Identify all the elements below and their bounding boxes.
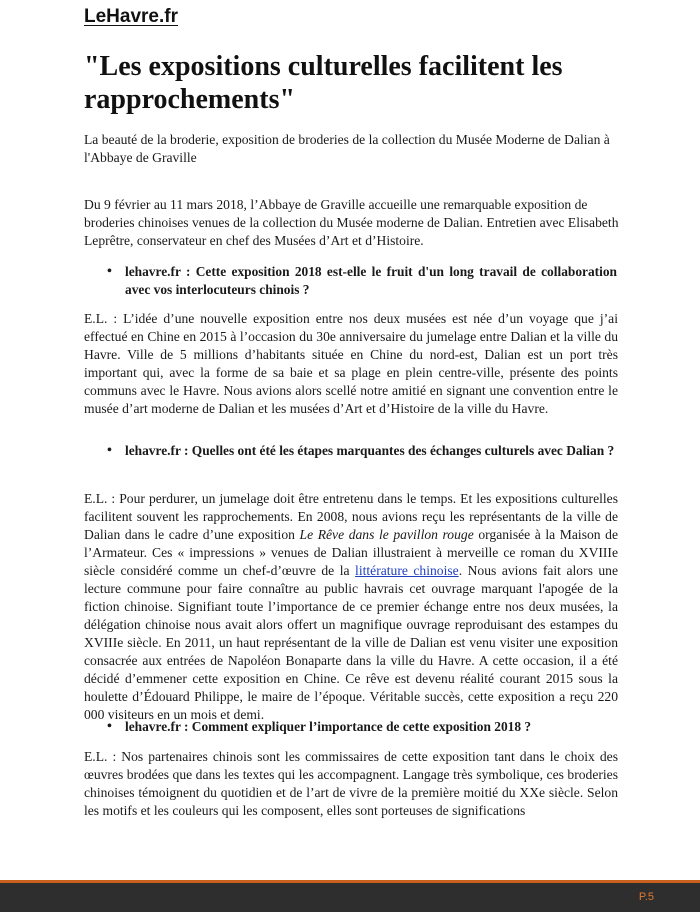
page-number: P.5 bbox=[638, 891, 654, 903]
answer-2-part-2: organisée à la Maison de l’Armateur. Ces « impressions » venues de Dalian illustraient à merveille ce roman du XVIIIe siècle considéré comme un chef-d’œuvre de la bbox=[84, 527, 618, 578]
question-3 bbox=[107, 718, 617, 736]
chinese-literature-link[interactable]: littérature chinoise bbox=[355, 563, 459, 578]
bullet-icon: • bbox=[107, 443, 112, 458]
footer-accent-line bbox=[0, 880, 700, 883]
answer-2-part-1: E.L. : Pour perdurer, un jumelage doit être entretenu dans le temps. Et les expositions culturelles facilitent souvent les rapprochements. En 2008, nous avions reçu les représentants de la ville de Dalian dans le cadre d’une exposition bbox=[84, 491, 618, 542]
question-1-text: lehavre.fr : Cette exposition 2018 est-elle le fruit d'un long travail de collaboration avec vos interlocuteurs chinois ? bbox=[125, 264, 617, 297]
question-1 bbox=[107, 263, 617, 299]
answer-2-part-3: . Nous avions fait alors une lecture commune pour faire connaître au public havrais cet ouvrage marquant l'apogée de la fiction chinoise. Signifiant toute l’importance de ce premier échange entre nos deux musées, la délégation chinoise nous avait alors offert un magnifique ouvrage reproduisant des estampes du XVIIIe siècle. En 2011, un haut représentant de la ville de Dalian est venu visiter une exposition consacrée aux entrées de Napoléon Bonaparte dans la ville du Havre. A cette occasion, il a été décidé d’emmener cette exposition en Chine. Ce rêve est devenu réalité courant 2015 sous la houlette d’Édouard Philippe, le maire de l’époque. Véritable succès, cette exposition a reçu 220 000 visiteurs en un mois et demi. bbox=[84, 563, 618, 722]
question-3-text: lehavre.fr : Comment expliquer l’importance de cette exposition 2018 ? bbox=[125, 719, 532, 734]
article-title: "Les expositions culturelles facilitent les rapprochements" bbox=[84, 51, 563, 115]
article-subtitle: La beauté de la broderie, exposition de broderies de la collection du Musée Moderne de Dalian à l'Abbaye de Graville bbox=[84, 132, 610, 165]
bullet-icon: • bbox=[107, 264, 112, 279]
book-title: Le Rêve dans le pavillon rouge bbox=[299, 527, 474, 542]
page-footer bbox=[0, 880, 700, 912]
article-intro: Du 9 février au 11 mars 2018, l’Abbaye de Graville accueille une remarquable exposition de broderies chinoises venues de la collection du Musée moderne de Dalian. Entretien avec Elisabeth Leprêtre, conservateur en chef des Musées d’Art et d’Histoire. bbox=[84, 197, 619, 248]
answer-2 bbox=[84, 490, 618, 724]
bullet-icon: • bbox=[107, 719, 112, 734]
site-name: LeHavre.fr bbox=[84, 6, 178, 27]
question-2-text: lehavre.fr : Quelles ont été les étapes marquantes des échanges culturels avec Dalian ? bbox=[125, 443, 615, 458]
question-2 bbox=[107, 442, 617, 460]
answer-1: E.L. : L’idée d’une nouvelle exposition entre nos deux musées est née d’un voyage que j’ai effectué en Chine en 2015 à l’occasion du 30e anniversaire du jumelage entre Dalian et la ville du Havre. Ville de 5 millions d’habitants située en Chine du nord-est, Dalian est un port très important qui, avec la forme de sa baie et sa plage en plein centre-ville, présente des points communs avec le Havre. Nous avions alors scellé notre amitié en signant une convention entre le musée d’art moderne de Dalian et les musées d’Art et d’Histoire de la ville du Havre. bbox=[84, 311, 618, 416]
answer-3: E.L. : Nos partenaires chinois sont les commissaires de cette exposition tant dans le choix des œuvres brodées que dans les textes qui les accompagnent. Langage très symbolique, ces broderies chinoises témoignent du quotidien et de l’art de vivre de la première moitié du XXe siècle. Selon les motifs et les couleurs qui les composent, elles sont porteuses de significations bbox=[84, 749, 618, 818]
